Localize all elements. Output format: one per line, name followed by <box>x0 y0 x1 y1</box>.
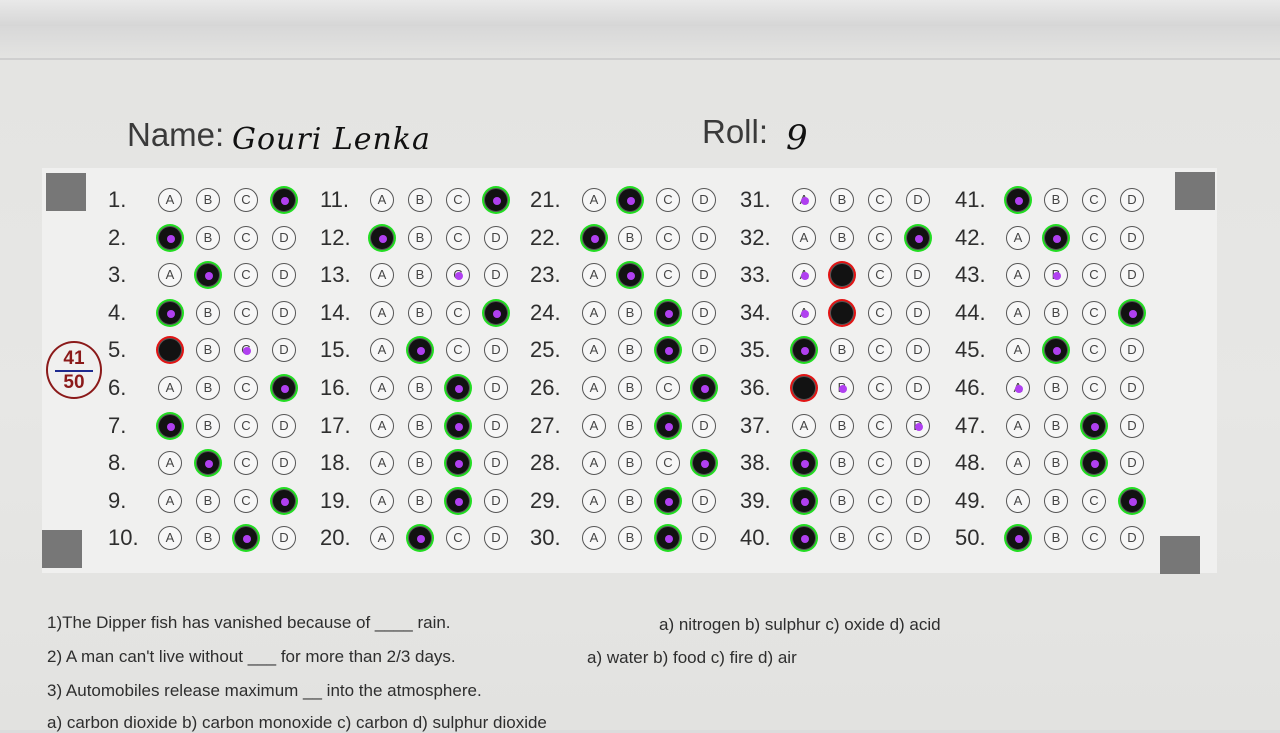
option-letter: D <box>699 417 709 433</box>
option-letter: C <box>1089 492 1099 508</box>
option-letter: C <box>241 304 251 320</box>
option-bubble-a[interactable] <box>1006 451 1030 475</box>
answer-row <box>0 483 1280 519</box>
question-number: 49. <box>955 487 986 513</box>
option-letter: A <box>799 417 809 433</box>
question-number: 4. <box>108 299 127 325</box>
answer-key-dot <box>1053 347 1061 355</box>
question-number: 14. <box>320 299 351 325</box>
option-letter: A <box>589 267 599 283</box>
option-letter: B <box>203 304 213 320</box>
option-letter: B <box>625 530 635 546</box>
option-letter: B <box>625 455 635 471</box>
question-number: 17. <box>320 412 351 438</box>
option-letter: D <box>1127 192 1137 207</box>
option-letter: D <box>1127 267 1137 283</box>
question-number: 45. <box>955 337 986 363</box>
option-letter: C <box>241 492 251 508</box>
option-letter: A <box>1013 455 1023 471</box>
option-letter: D <box>279 417 289 433</box>
question-number: 47. <box>955 412 986 438</box>
option-bubble-b[interactable] <box>1044 263 1068 287</box>
option-bubble-b[interactable] <box>1044 226 1068 250</box>
option-bubble-c[interactable] <box>1082 188 1106 212</box>
option-letter: D <box>491 342 501 358</box>
option-letter: D <box>279 455 289 471</box>
option-letter: D <box>913 455 923 471</box>
option-letter: D <box>1127 530 1137 546</box>
option-bubble-c[interactable] <box>1082 489 1106 513</box>
option-letter: C <box>241 455 251 471</box>
option-letter: C <box>875 342 885 358</box>
option-letter: D <box>913 380 923 395</box>
option-letter: C <box>875 380 885 395</box>
option-letter: C <box>663 267 673 283</box>
option-letter: D <box>1127 455 1137 471</box>
option-letter: A <box>165 380 175 395</box>
question-number: 12. <box>320 224 351 250</box>
question-number: 15. <box>320 337 351 363</box>
roll-handwritten: 9 <box>786 118 808 158</box>
option-bubble-c[interactable] <box>1082 376 1106 400</box>
question-number: 42. <box>955 224 986 250</box>
option-letter: D <box>913 530 923 546</box>
answer-row <box>0 182 1280 218</box>
answer-key-dot <box>1091 460 1099 468</box>
option-letter: D <box>699 492 709 508</box>
answer-row <box>0 370 1280 406</box>
option-letter: D <box>699 192 709 207</box>
question-number: 31. <box>740 187 771 212</box>
option-bubble-b[interactable] <box>1044 338 1068 362</box>
option-letter: C <box>241 192 251 207</box>
option-bubble-b[interactable] <box>1044 414 1068 438</box>
option-letter: B <box>837 492 847 508</box>
option-letter: C <box>875 267 885 283</box>
option-letter: C <box>663 455 673 471</box>
question-number: 46. <box>955 375 986 400</box>
question-number: 34. <box>740 299 771 325</box>
option-letter: B <box>203 417 213 433</box>
option-bubble-b[interactable] <box>1044 489 1068 513</box>
option-letter: A <box>165 267 175 283</box>
question-number: 39. <box>740 487 771 513</box>
option-letter: B <box>625 417 635 433</box>
question-number: 28. <box>530 450 561 476</box>
question-number: 37. <box>740 412 771 438</box>
question-number: 25. <box>530 337 561 363</box>
answer-row <box>0 257 1280 293</box>
option-bubble-c[interactable] <box>1082 301 1106 325</box>
option-bubble-d[interactable] <box>1120 338 1144 362</box>
option-letter: B <box>1051 455 1061 471</box>
option-letter: A <box>377 380 387 395</box>
option-letter: A <box>589 380 599 395</box>
option-letter: B <box>415 380 425 395</box>
question-number: 10. <box>108 525 139 551</box>
option-letter: D <box>699 267 709 283</box>
question-number: 13. <box>320 262 351 288</box>
option-letter: A <box>1013 492 1023 508</box>
option-bubble-d[interactable] <box>1120 226 1144 250</box>
option-letter: B <box>625 229 635 245</box>
option-letter: A <box>165 455 175 471</box>
option-bubble-b[interactable] <box>1044 451 1068 475</box>
option-bubble-a[interactable] <box>1006 414 1030 438</box>
option-bubble-c[interactable] <box>1082 226 1106 250</box>
option-bubble-b[interactable] <box>1044 301 1068 325</box>
option-letter: D <box>699 304 709 320</box>
option-letter: A <box>1013 229 1023 245</box>
option-bubble-d[interactable] <box>1120 414 1144 438</box>
question-number: 50. <box>955 525 986 551</box>
option-letter: B <box>1051 530 1061 546</box>
option-bubble-a[interactable] <box>1006 376 1030 400</box>
option-bubble-a[interactable] <box>1006 263 1030 287</box>
question-number: 33. <box>740 262 771 288</box>
question-number: 3. <box>108 262 127 288</box>
option-letter: D <box>279 342 289 358</box>
option-letter: C <box>453 530 463 546</box>
option-letter: B <box>837 455 847 471</box>
option-bubble-d[interactable] <box>1120 301 1144 325</box>
answer-row <box>0 220 1280 256</box>
option-letter: B <box>837 530 847 546</box>
option-letter: B <box>837 229 847 245</box>
option-letter: D <box>1127 342 1137 358</box>
question-number: 30. <box>530 525 561 551</box>
option-letter: A <box>589 192 599 207</box>
answer-key-dot <box>1129 310 1137 318</box>
answer-key-dot <box>1015 385 1023 393</box>
question-number: 18. <box>320 450 351 476</box>
question-number: 41. <box>955 187 986 212</box>
question-number: 21. <box>530 187 561 212</box>
answer-key-dot <box>1053 235 1061 243</box>
answer-key-dot <box>1015 535 1023 543</box>
option-letter: B <box>1051 304 1061 320</box>
option-letter: D <box>279 267 289 283</box>
option-letter: A <box>799 229 809 245</box>
option-letter: A <box>377 342 387 358</box>
option-letter: C <box>453 229 463 245</box>
option-letter: A <box>589 417 599 433</box>
roll-label: Roll: <box>702 113 769 150</box>
option-letter: B <box>837 342 847 358</box>
question-number: 32. <box>740 224 771 250</box>
option-letter: C <box>1089 192 1099 207</box>
question-number: 2. <box>108 224 127 250</box>
option-letter: D <box>491 417 501 433</box>
option-letter: A <box>589 455 599 471</box>
question-number: 29. <box>530 487 561 513</box>
option-letter: D <box>913 267 923 283</box>
option-bubble-b[interactable] <box>1044 526 1068 550</box>
question-number: 8. <box>108 450 127 476</box>
answer-row <box>0 295 1280 331</box>
option-letter: C <box>241 417 251 433</box>
option-letter: A <box>165 530 175 546</box>
name-handwritten: Gouri Lenka <box>232 122 431 157</box>
option-letter: C <box>453 342 463 358</box>
question-number: 5. <box>108 337 127 363</box>
option-letter: B <box>203 229 213 245</box>
option-bubble-b[interactable] <box>1044 376 1068 400</box>
question-1: 1)The Dipper fish has vanished because of ____ rain. <box>47 613 451 632</box>
answer-key-dot <box>1091 423 1099 431</box>
option-letter: A <box>377 417 387 433</box>
option-letter: B <box>203 342 213 358</box>
option-letter: A <box>589 492 599 508</box>
option-letter: B <box>415 304 425 320</box>
option-letter: D <box>913 304 923 320</box>
option-bubble-c[interactable] <box>1082 263 1106 287</box>
option-letter: B <box>1051 192 1061 207</box>
option-letter: A <box>377 304 387 320</box>
option-letter: B <box>415 492 425 508</box>
option-letter: D <box>699 342 709 358</box>
question-number: 19. <box>320 487 351 513</box>
option-letter: D <box>699 229 709 245</box>
option-letter: B <box>837 417 847 433</box>
question-number: 11. <box>320 187 349 212</box>
option-letter: C <box>875 229 885 245</box>
option-bubble-d[interactable] <box>1120 263 1144 287</box>
option-letter: A <box>165 492 175 508</box>
option-letter: C <box>241 380 251 395</box>
option-letter: C <box>453 304 463 320</box>
option-letter: D <box>491 492 501 508</box>
answer-key-dot <box>1129 498 1137 506</box>
question-3-choices: a) carbon dioxide b) carbon monoxide c) carbon d) sulphur dioxide <box>47 713 547 732</box>
question-number: 16. <box>320 375 351 400</box>
option-letter: A <box>377 455 387 471</box>
option-letter: B <box>1051 417 1061 433</box>
option-letter: B <box>203 492 213 508</box>
option-letter: D <box>491 267 501 283</box>
question-number: 35. <box>740 337 771 363</box>
option-letter: D <box>491 229 501 245</box>
option-bubble-c[interactable] <box>1082 414 1106 438</box>
question-number: 20. <box>320 525 351 551</box>
option-letter: A <box>1013 417 1023 433</box>
option-letter: A <box>377 192 387 207</box>
option-bubble-a[interactable] <box>1006 188 1030 212</box>
option-letter: C <box>241 229 251 245</box>
option-letter: B <box>415 455 425 471</box>
option-letter: B <box>625 342 635 358</box>
option-letter: C <box>663 229 673 245</box>
option-letter: A <box>377 530 387 546</box>
option-letter: B <box>625 304 635 320</box>
option-letter: D <box>699 530 709 546</box>
option-letter: B <box>625 380 635 395</box>
question-number: 48. <box>955 450 986 476</box>
option-letter: D <box>1127 417 1137 433</box>
option-letter: B <box>415 229 425 245</box>
option-letter: A <box>165 192 175 207</box>
option-letter: B <box>203 530 213 546</box>
option-letter: C <box>875 530 885 546</box>
option-letter: A <box>589 342 599 358</box>
option-letter: A <box>1013 342 1023 358</box>
question-3: 3) Automobiles release maximum __ into the atmosphere. <box>47 681 482 700</box>
option-letter: B <box>415 417 425 433</box>
question-number: 27. <box>530 412 561 438</box>
question-2: 2) A man can't live without ___ for more than 2/3 days. <box>47 647 456 666</box>
option-letter: D <box>491 530 501 546</box>
option-bubble-d[interactable] <box>1120 489 1144 513</box>
option-letter: A <box>377 492 387 508</box>
option-letter: D <box>1127 229 1137 245</box>
option-letter: D <box>491 455 501 471</box>
question-number: 23. <box>530 262 561 288</box>
option-letter: A <box>377 267 387 283</box>
option-bubble-a[interactable] <box>1006 526 1030 550</box>
option-letter: D <box>279 229 289 245</box>
option-letter: B <box>415 267 425 283</box>
option-bubble-d[interactable] <box>1120 376 1144 400</box>
option-letter: C <box>875 304 885 320</box>
question-2-choices: a) water b) food c) fire d) air <box>587 648 797 667</box>
option-bubble-a[interactable] <box>1006 226 1030 250</box>
paper-top-edge <box>0 0 1280 26</box>
option-letter: C <box>241 267 251 283</box>
question-number: 24. <box>530 299 561 325</box>
option-bubble-a[interactable] <box>1006 301 1030 325</box>
option-letter: C <box>875 192 885 207</box>
option-letter: A <box>589 530 599 546</box>
option-letter: C <box>1089 304 1099 320</box>
option-bubble-a[interactable] <box>1006 489 1030 513</box>
option-letter: D <box>913 492 923 508</box>
option-letter: B <box>415 192 425 207</box>
option-letter: D <box>913 192 923 207</box>
option-bubble-a[interactable] <box>1006 338 1030 362</box>
option-letter: D <box>279 304 289 320</box>
question-number: 36. <box>740 375 771 400</box>
option-letter: C <box>1089 530 1099 546</box>
score-total: 50 <box>63 372 85 393</box>
option-letter: C <box>1089 342 1099 358</box>
option-bubble-c[interactable] <box>1082 451 1106 475</box>
option-letter: A <box>589 304 599 320</box>
option-letter: C <box>663 380 673 395</box>
answer-row <box>0 445 1280 481</box>
question-number: 40. <box>740 525 771 551</box>
option-letter: D <box>1127 380 1137 395</box>
option-letter: B <box>203 380 213 395</box>
option-letter: B <box>1051 380 1061 395</box>
question-1-choices: a) nitrogen b) sulphur c) oxide d) acid <box>659 615 941 634</box>
option-bubble-c[interactable] <box>1082 526 1106 550</box>
option-letter: C <box>663 192 673 207</box>
option-letter: B <box>837 192 847 207</box>
name-label: Name: <box>127 116 225 153</box>
option-bubble-d[interactable] <box>1120 451 1144 475</box>
score-obtained: 41 <box>63 348 85 369</box>
paper-fold-line <box>0 58 1280 60</box>
question-number: 22. <box>530 224 561 250</box>
option-letter: C <box>1089 380 1099 395</box>
option-bubble-c[interactable] <box>1082 338 1106 362</box>
option-letter: C <box>875 417 885 433</box>
option-letter: D <box>279 530 289 546</box>
question-number: 9. <box>108 487 127 513</box>
option-letter: D <box>913 342 923 358</box>
option-letter: C <box>875 492 885 508</box>
question-number: 6. <box>108 375 127 400</box>
question-number: 1. <box>108 187 127 212</box>
option-letter: B <box>1051 492 1061 508</box>
question-number: 26. <box>530 375 561 400</box>
question-number: 38. <box>740 450 771 476</box>
answer-row <box>0 408 1280 444</box>
option-letter: C <box>1089 229 1099 245</box>
option-letter: C <box>1089 267 1099 283</box>
answer-row <box>0 520 1280 556</box>
question-number: 44. <box>955 299 986 325</box>
option-letter: C <box>875 455 885 471</box>
question-number: 7. <box>108 412 127 438</box>
answer-key-dot <box>1015 197 1023 205</box>
option-bubble-d[interactable] <box>1120 188 1144 212</box>
question-number: 43. <box>955 262 986 288</box>
answer-row <box>0 332 1280 368</box>
option-letter: B <box>203 192 213 207</box>
option-bubble-b[interactable] <box>1044 188 1068 212</box>
option-letter: A <box>1013 304 1023 320</box>
option-letter: D <box>491 380 501 395</box>
option-letter: A <box>1013 267 1023 283</box>
option-bubble-d[interactable] <box>1120 526 1144 550</box>
option-letter: B <box>625 492 635 508</box>
option-letter: C <box>453 192 463 207</box>
